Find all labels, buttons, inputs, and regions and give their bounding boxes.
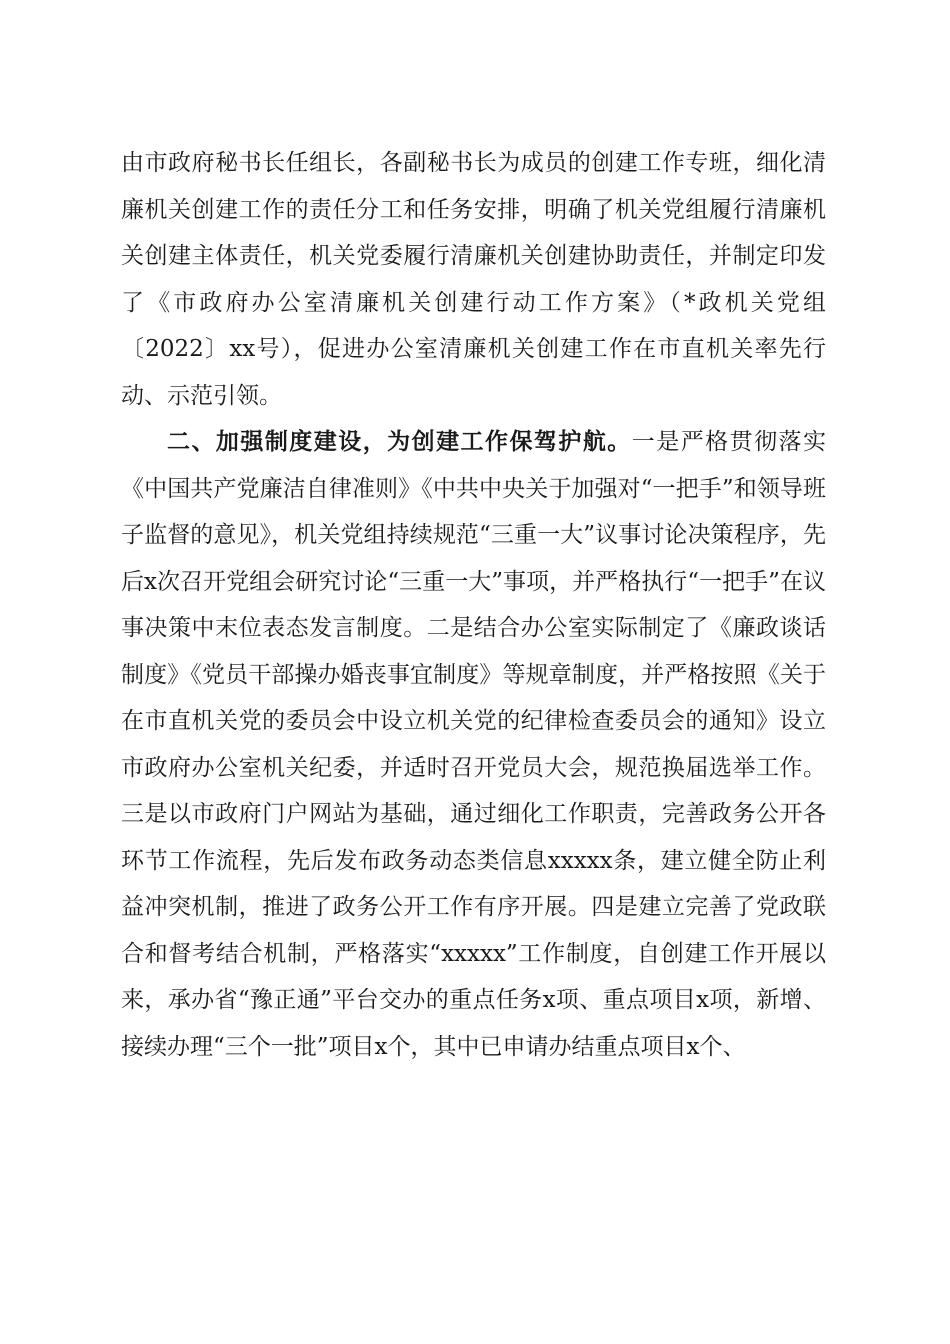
paragraph-2 (121, 419, 826, 1070)
document-body (121, 140, 826, 1070)
paragraph-1: 由市政府秘书长任组长，各副秘书长为成员的创建工作专班，细化清廉机关创建工作的责任分工和任务安排，明确了机关党组履行清廉机关创建主体责任，机关党委履行清廉机关创建协助责任，并制定印发了《市政府办公室清廉机关创建行动工作方案》（*政机关党组〔2022〕xx号），促进办公室清廉机关创建工作在市直机关率先行动、示范引领。 (121, 150, 826, 409)
paragraph-2-body: 一是严格贯彻落实《中国共产党廉洁自律准则》《中共中央关于加强对“一把手”和领导班子监督的意见》，机关党组持续规范“三重一大”议事讨论决策程序，先后x次召开党组会研究讨论“三重一大”事项，并严格执行“一把手”在议事决策中末位表态发言制度。二是结合办公室实际制定了《廉政谈话制度》《党员干部操办婚丧事宜制度》等规章制度，并严格按照《关于在市直机关党的委员会中设立机关党的纪律检查委员会的通知》设立市政府办公室机关纪委，并适时召开党员大会，规范换届选举工作。三是以市政府门户网站为基础，通过细化工作职责，完善政务公开各环节工作流程，先后发布政务动态类信息xxxxx条，建立健全防止利益冲突机制，推进了政务公开工作有序开展。四是建立完善了党政联合和督考结合机制，严格落实“xxxxx”工作制度，自创建工作开展以来，承办省“豫正通”平台交办的重点任务x项、重点项目x项，新增、接续办理“三个一批”项目x个，其中已申请办结重点项目x个、 (121, 429, 827, 1060)
section-heading: 二、加强制度建设，为创建工作保驾护航。 (167, 428, 632, 455)
